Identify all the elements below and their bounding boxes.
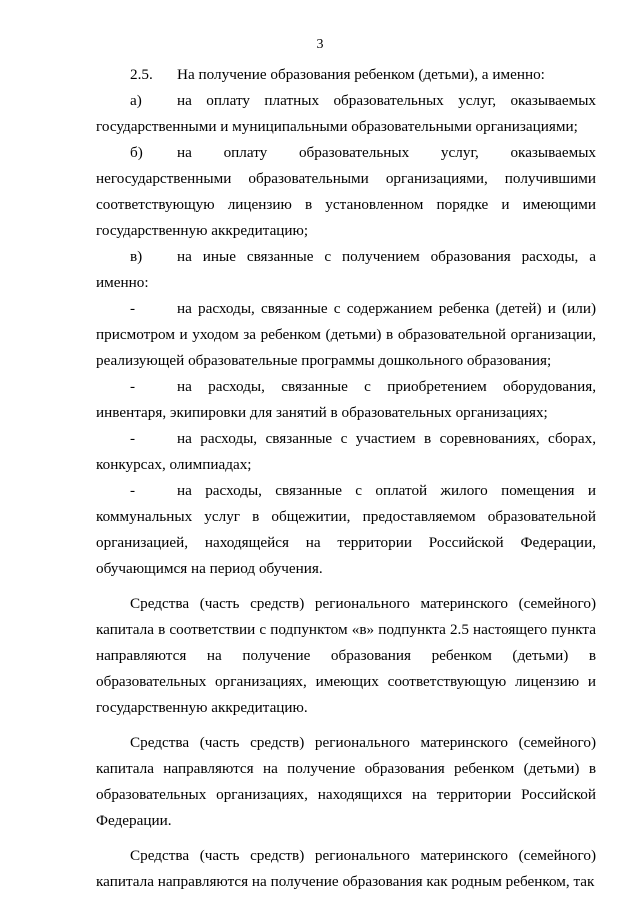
dash-marker: - [130,378,136,395]
item-marker: в) [130,248,143,265]
item-marker: а) [130,92,142,109]
paragraph-text: На получение образования ребенком (детьми), а именно: [177,66,545,83]
paragraph-2-5 [96,62,596,88]
list-item [96,426,596,478]
body-paragraph [96,591,596,721]
paragraph-text: на оплату образовательных услуг, оказываемых негосударственными образовательными организациями, получившими соответствующую лицензию в установленном порядке и имеющими государственную аккредитацию; [96,144,596,239]
body-paragraph [96,843,596,895]
dash-marker: - [130,482,136,499]
paragraph-text: Средства (часть средств) регионального материнского (семейного) капитала направляются на получение образования ребенком (детьми) в образовательных организациях, находящихся на территории Российской Федерации. [96,734,596,829]
list-item [96,374,596,426]
paragraph-text: на расходы, связанные с участием в соревнованиях, сборах, конкурсах, олимпиадах; [96,430,596,473]
paragraph-text: Средства (часть средств) регионального материнского (семейного) капитала направляются на получение образования как родным ребенком, так [96,847,596,890]
dash-marker: - [130,430,136,447]
paragraph-text: на оплату платных образовательных услуг, оказываемых государственными и муниципальными образовательными организациями; [96,92,596,135]
body-paragraph [96,730,596,834]
document-body [96,62,596,895]
paragraph-text: на расходы, связанные с оплатой жилого помещения и коммунальных услуг в общежитии, предоставляемом образовательной организацией, находящейся на территории Российской Федерации, обучающимся на период обучения. [96,482,596,577]
paragraph-a [96,88,596,140]
list-item [96,478,596,582]
list-item [96,296,596,374]
paragraph-text: на расходы, связанные с приобретением оборудования, инвентаря, экипировки для занятий в образовательных организациях; [96,378,596,421]
paragraph-text: на иные связанные с получением образования расходы, а именно: [96,248,596,291]
paragraph-text: Средства (часть средств) регионального материнского (семейного) капитала в соответствии с подпунктом «в» подпункта 2.5 настоящего пункта направляются на получение образования ребенком (детьми) в образовательных организациях, имеющих соответствующую лицензию и государственную аккредитацию. [96,595,596,716]
dash-marker: - [130,300,136,317]
paragraph-b [96,140,596,244]
paragraph-text: на расходы, связанные с содержанием ребенка (детей) и (или) присмотром и уходом за ребенком (детьми) в образовательной организации, реализующей образовательные программы дошкольного образования; [96,300,596,369]
paragraph-v [96,244,596,296]
item-marker: 2.5. [130,66,153,83]
page-number: 3 [316,37,324,52]
item-marker: б) [130,144,143,161]
